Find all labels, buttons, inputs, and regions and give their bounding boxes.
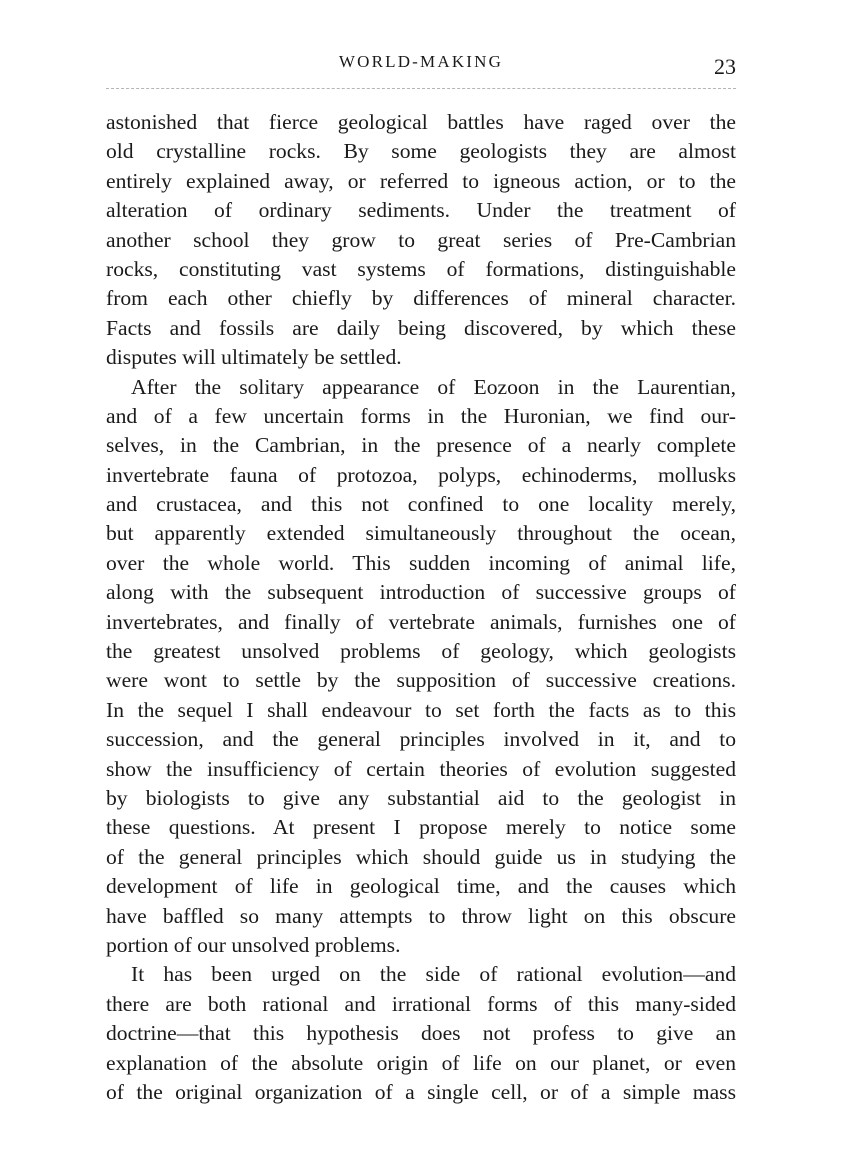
text-line: Facts and fossils are daily being discovered, by which these (106, 315, 736, 340)
text-line: the greatest unsolved problems of geology, which geologists (106, 639, 736, 664)
paragraph-1 (106, 108, 736, 373)
text-line: disputes will ultimately be settled. (106, 345, 402, 370)
text-line: development of life in geological time, and the causes which (106, 874, 736, 899)
text-line: another school they grow to great series of Pre-Cambrian (106, 227, 736, 252)
paragraph-3 (106, 960, 736, 1107)
text-line: there are both rational and irrational forms of this many-sided (106, 991, 736, 1016)
text-line: of the general principles which should guide us in studying the (106, 844, 736, 869)
text-line: were wont to settle by the supposition of successive creations. (106, 668, 736, 693)
text-line: alteration of ordinary sediments. Under the treatment of (106, 198, 736, 223)
text-line: In the sequel I shall endeavour to set forth the facts as to this (106, 697, 736, 722)
text-line: and crustacea, and this not confined to one locality merely, (106, 492, 736, 517)
text-line: over the whole world. This sudden incoming of animal life, (106, 550, 736, 575)
text-line: by biologists to give any substantial aid to the geologist in (106, 785, 736, 810)
header-rule (106, 88, 736, 89)
text-line: astonished that fierce geological battles have raged over the (106, 110, 736, 134)
text-line: invertebrates, and finally of vertebrate animals, furnishes one of (106, 609, 736, 634)
text-line: succession, and the general principles involved in it, and to (106, 727, 736, 752)
text-line: of the original organization of a single cell, or of a simple mass (106, 1079, 736, 1104)
text-line: entirely explained away, or referred to igneous action, or to the (106, 168, 736, 193)
text-line: and of a few uncertain forms in the Huronian, we find our- (106, 403, 736, 428)
text-line: After the solitary appearance of Eozoon in the Laurentian, (131, 374, 736, 399)
text-line: explanation of the absolute origin of life on our planet, or even (106, 1050, 736, 1075)
text-line: It has been urged on the side of rational evolution—and (131, 962, 736, 987)
body-text (106, 108, 736, 1107)
text-line: invertebrate fauna of protozoa, polyps, echinoderms, mollusks (106, 462, 736, 487)
running-title: WORLD-MAKING (338, 52, 504, 71)
text-line: but apparently extended simultaneously throughout the ocean, (106, 521, 736, 546)
paragraph-2 (106, 373, 736, 961)
text-line: rocks, constituting vast systems of formations, distinguishable (106, 256, 736, 281)
text-line: from each other chiefly by differences of mineral character. (106, 286, 736, 311)
running-head (106, 50, 736, 84)
text-line: portion of our unsolved problems. (106, 932, 401, 957)
text-line: along with the subsequent introduction of successive groups of (106, 580, 736, 605)
text-line: these questions. At present I propose merely to notice some (106, 815, 736, 840)
text-line: have baffled so many attempts to throw light on this obscure (106, 903, 736, 928)
text-line: doctrine—that this hypothesis does not profess to give an (106, 1021, 736, 1046)
text-line: old crystalline rocks. By some geologists they are almost (106, 139, 736, 164)
text-line: show the insufficiency of certain theories of evolution suggested (106, 756, 736, 781)
text-line: selves, in the Cambrian, in the presence of a nearly complete (106, 433, 736, 458)
page-number: 23 (714, 54, 736, 79)
